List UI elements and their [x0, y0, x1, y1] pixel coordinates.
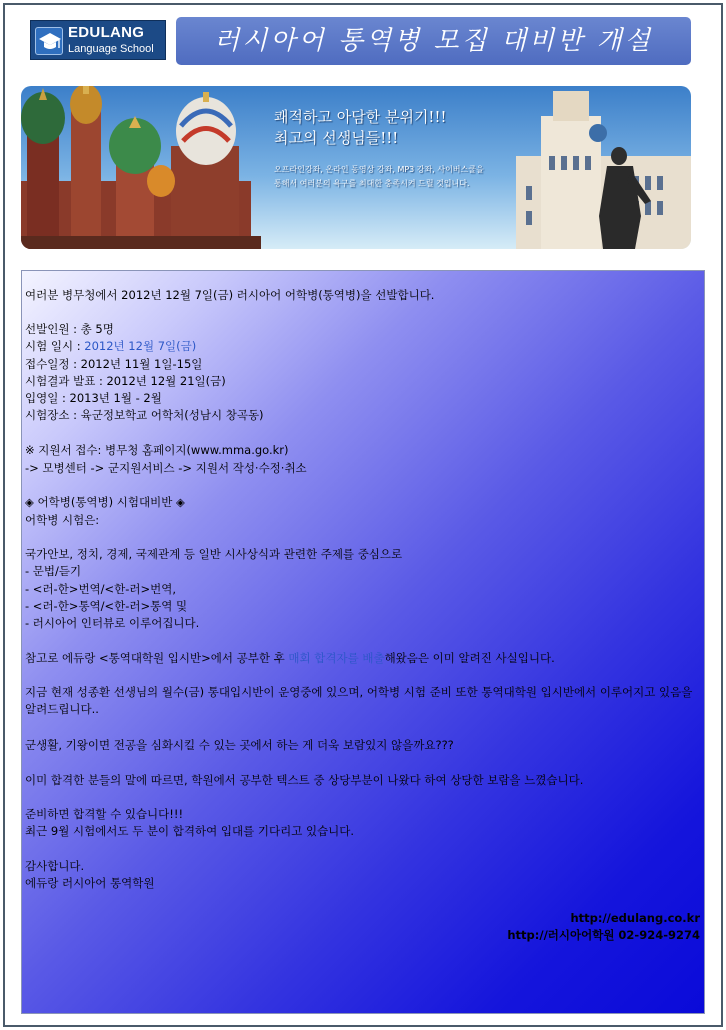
- website-link[interactable]: http://edulang.co.kr: [570, 911, 700, 925]
- page-header: [26, 14, 694, 76]
- intro-text: 여러분 병무청에서 2012년 12월 7일(금) 러시아어 어학병(통역병)을 선발합니다.: [25, 288, 435, 302]
- venue-text: 시험장소 : 육군정보학교 어학처(성남시 창곡동): [25, 408, 264, 422]
- exam-intro: 어학병 시험은:: [25, 513, 100, 527]
- announcement-body: [21, 270, 705, 1014]
- reference-post: 해왔음은 이미 알려진 사실입니다.: [384, 651, 555, 665]
- exam-date-label: 시험 일시 :: [25, 339, 85, 353]
- exam-date-value: 2012년 12월 7일(금): [84, 339, 197, 353]
- list-item-interview: - 러시아어 인터뷰로 이루어집니다.: [25, 616, 200, 630]
- apply-text-2: -> 모병센터 -> 군지원서비스 -> 지원서 작성·수정·취소: [25, 461, 307, 475]
- prepare-text: 준비하면 합격할 수 있습니다!!!: [25, 807, 184, 821]
- banner-description: [274, 163, 529, 191]
- section-title: ◈ 어학병(통역병) 시험대비반 ◈: [25, 495, 185, 509]
- military-text: 군생활, 기왕이면 전공을 심화시킬 수 있는 곳에서 하는 게 더욱 보람있지 않을까요???: [25, 738, 454, 752]
- logo-subtitle: Language School: [68, 43, 154, 55]
- logo-name: EDULANG: [68, 24, 145, 41]
- reception-text: 접수일정 : 2012년 11월 1일-15일: [25, 357, 203, 371]
- thanks-text: 감사합니다.: [25, 859, 85, 873]
- list-item-translation: - <러-한>번역/<한-러>번역,: [25, 582, 177, 596]
- quota-text: 선발인원 : 총 5명: [25, 322, 114, 336]
- recent-text: 최근 9월 시험에서도 두 분이 합격하여 입대를 기다리고 있습니다.: [25, 824, 355, 838]
- testimony-text: 이미 합격한 분들의 말에 따르면, 학원에서 공부한 텍스트 중 상당부분이 나왔다 하여 상당한 보람을 느꼈습니다.: [25, 773, 584, 787]
- result-text: 시험결과 발표 : 2012년 12월 21일(금): [25, 374, 226, 388]
- graduation-cap-icon: [35, 27, 63, 55]
- banner-headline-1: 쾌적하고 아담한 분위기!!!: [274, 108, 447, 126]
- page-title: 러시아어 통역병 모집 대비반 개설: [176, 17, 691, 65]
- topic-text: 국가안보, 정치, 경제, 국제관계 등 일반 시사상식과 관련한 주제를 중심으로: [25, 547, 403, 561]
- list-item-grammar: - 문법/듣기: [25, 564, 82, 578]
- reference-pre: 참고로 에듀랑 <통역대학원 입시반>에서 공부한 후: [25, 651, 289, 665]
- reference-line: [25, 650, 700, 667]
- contact-link[interactable]: http://러시아어학원 02-924-9274: [507, 928, 700, 942]
- enlist-text: 입영일 : 2013년 1월 - 2월: [25, 391, 162, 405]
- list-item-interpretation: - <러-한>통역/<한-러>통역 및: [25, 599, 188, 613]
- banner-headline: [274, 107, 447, 149]
- banner-headline-2: 최고의 선생님들!!!: [274, 129, 399, 147]
- current-class-text: 지금 현재 성종환 선생님의 월수(금) 통대입시반이 운영중에 있으며, 어학병 시험 준비 또한 통역대학원 입시반에서 이루어지고 있음을 알려드립니다..: [25, 685, 693, 716]
- reference-highlight: 매회 합격자를 배출: [288, 651, 385, 665]
- hero-banner: [21, 86, 691, 249]
- edulang-logo[interactable]: [30, 20, 166, 60]
- banner-desc-2: 통해서 여러분의 욕구를 최대한 충족시켜 드릴 것입니다.: [274, 179, 470, 188]
- banner-desc-1: 오프라인강좌, 온라인 동영상 강좌, MP3 강좌, 사이버스쿨을: [274, 165, 484, 174]
- apply-text-1: ※ 지원서 접수: 병무청 홈페이지(www.mma.go.kr): [25, 443, 289, 457]
- signature-text: 에듀랑 러시아어 통역학원: [25, 876, 155, 890]
- exam-date-line: [25, 338, 700, 355]
